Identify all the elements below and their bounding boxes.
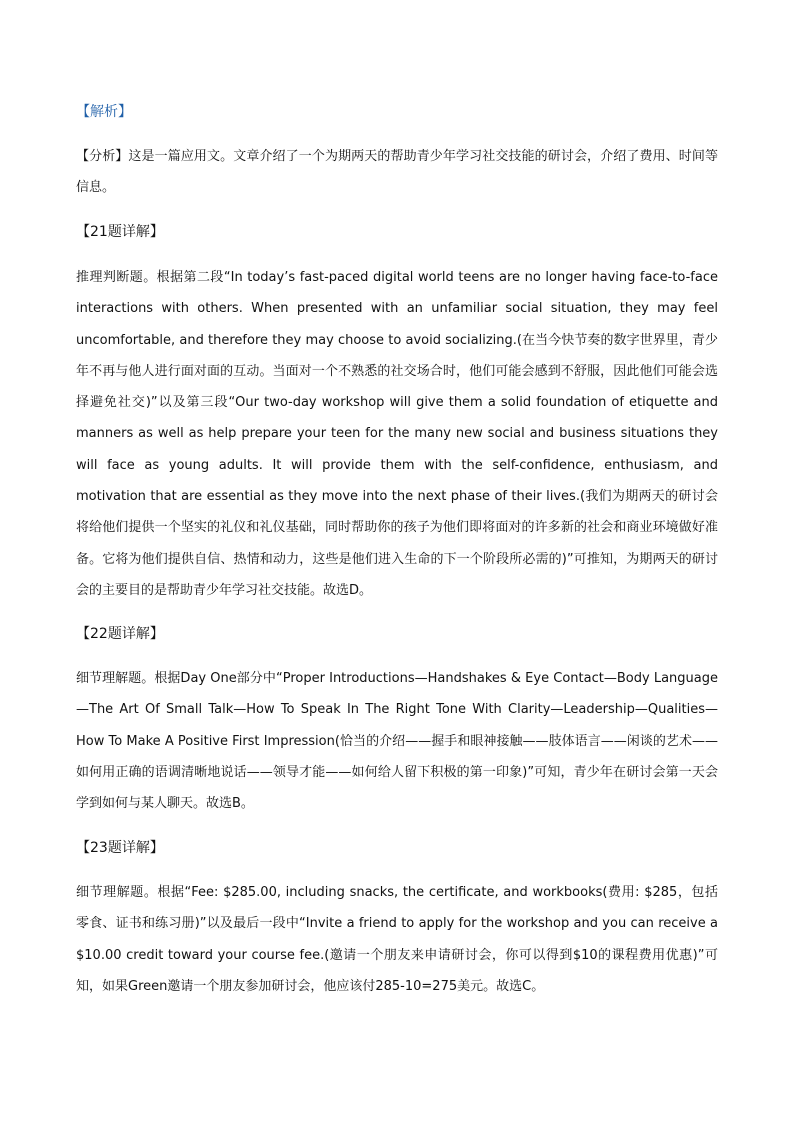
q22-heading: 【22题详解】 <box>76 626 164 642</box>
q23-explanation: 细节理解题。根据“Fee: $285.00, including snacks, the certificate, and workbooks(费用: $285，包括零食、证书和练习册)”以及最后一段中“Invite a friend to apply for the workshop and you can receive a $10.00 credit toward your course fee.(邀请一个朋友来申请研讨会，你可以得到$10的课程费用优惠)”可知，如果Green邀请一个朋友参加研讨会，他应该付285-10=275美元。故选C。 <box>76 885 718 994</box>
q21-explanation: 推理判断题。根据第二段“In today’s fast-paced digital world teens are no longer having face-to-face interactions with others. When presented with an unfamiliar social situation, they may feel uncomfortable, and therefore they may choose to avoid socializing.(在当今快节奏的数字世界里，青少年不再与他人进行面对面的互动。当面对一个不熟悉的社交场合时，他们可能会感到不舒服，因此他们可能会选择避免社交)”以及第三段“Our two-day workshop will give them a solid foundation of etiquette and manners as well as help prepare your teen for the many new social and business situations they will face as young adults. It will provide them with the self-confidence, enthusiasm, and motivation that are essential as they move into the next phase of their lives.(我们为期两天的研讨会将给他们提供一个坚实的礼仪和礼仪基础，同时帮助你的孩子为他们即将面对的许多新的社会和商业环境做好准备。它将为他们提供自信、热情和动力，这些是他们进入生命的下一个阶段所必需的)”可推知，为期两天的研讨会的主要目的是帮助青少年学习社交技能。故选D。 <box>76 270 718 598</box>
q23-heading: 【23题详解】 <box>76 840 164 856</box>
q21-heading: 【21题详解】 <box>76 224 164 240</box>
q22-explanation: 细节理解题。根据Day One部分中“Proper Introductions—Handshakes & Eye Contact—Body Language—The Art Of Small Talk—How To Speak In The Right Tone With Clarity—Leadership—Qualities—How To Make A Positive First Impression(恰当的介绍——握手和眼神接触——肢体语言——闲谈的艺术——如何用正确的语调清晰地说话——领导才能——如何给人留下积极的第一印象)”可知，青少年在研讨会第一天会学到如何与某人聊天。故选B。 <box>76 671 718 812</box>
analysis-heading: 【解析】 <box>76 104 132 120</box>
summary-paragraph: 【分析】这是一篇应用文。文章介绍了一个为期两天的帮助青少年学习社交技能的研讨会，介绍了费用、时间等信息。 <box>76 149 718 196</box>
